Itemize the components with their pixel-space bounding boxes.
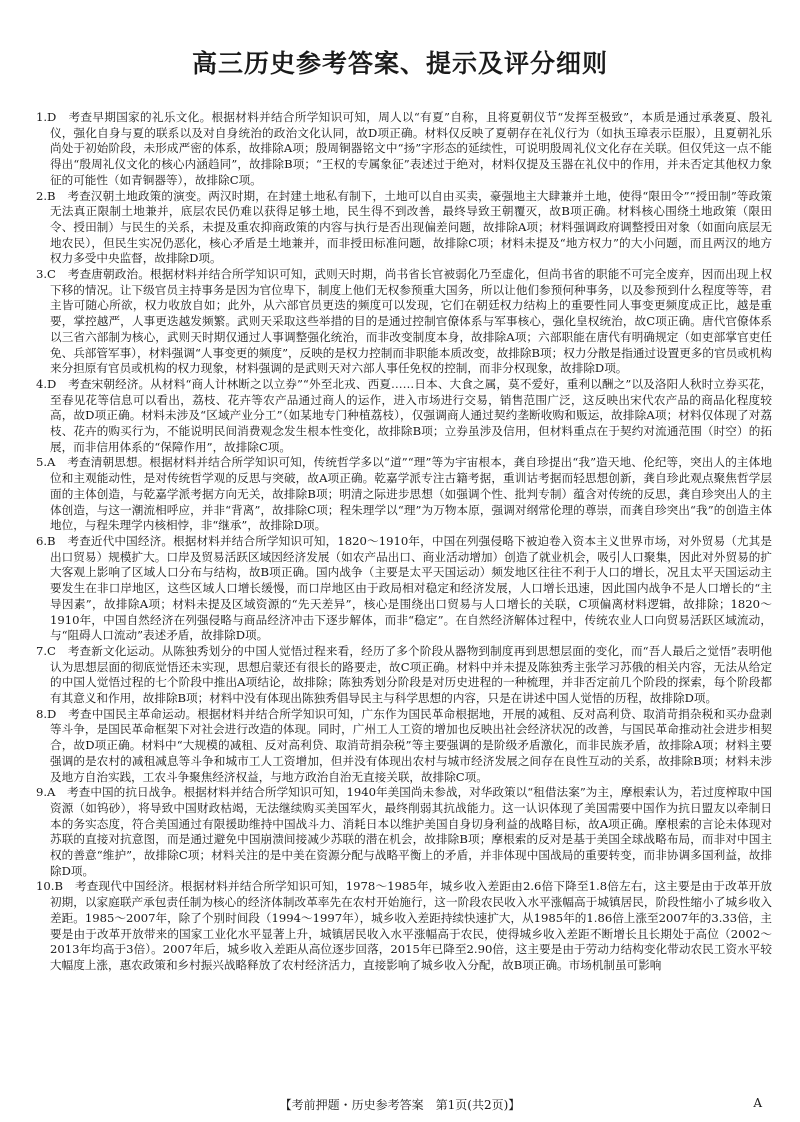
answer-text: 考查新文化运动。从陈独秀划分的中国人觉悟过程来看，经历了多个阶段从器物到制度再到思想层面的变化，而“吾人最后之觉悟”表明他认为思想层面的彻底觉悟还未实现，思想启蒙还有很长的路要走，故C项正确。材料中并未提及陈独秀主张学习苏俄的相关内容，无法从给定的中国人觉悟过程的七个阶段中推出A项结论，故排除；陈独秀划分阶段是对历史进程的一种梳理，并非否定前几个阶段的探索，每个阶段都有其意义和作用，故排除B项；材料中没有体现出陈独秀倡导民主与科学思想的内容，只是在讲述中国人觉悟的历程，故排除D项。 — [50, 643, 772, 706]
answer-text: 考查清朝思想。根据材料并结合所学知识可知，传统哲学多以“道”“理”等为宇宙根本，龚自珍提出“我”造天地、伦纪等，突出人的主体地位和主观能动性，是对传统哲学观的反思与突破，故A项正确。乾嘉学派专注古籍考据，重训诂考据而轻思想创新，龚自珍此观点聚焦哲学层面的主体创造，与乾嘉学派考据方向无关，故排除B项；明清之际进步思想（如强调个性、批判专制）蕴含对传统的反思，龚自珍突出人的主体创造，与这一潮流相呼应，并非“背离”，故排除C项；程朱理学以“理”为万物本原，强调对纲常伦理的尊崇，而龚自珍突出“我”的创造主体地位，与程朱理学内核相悖，非“继承”，故排除D项。 — [50, 455, 772, 533]
answer-item-5 — [36, 455, 772, 534]
answer-item-3 — [36, 267, 772, 377]
answer-number: 4.D — [36, 376, 57, 391]
page-footer — [0, 1096, 800, 1112]
answer-item-4 — [36, 377, 772, 456]
answer-text: 考查中国的抗日战争。根据材料并结合所学知识可知，1940年美国尚未参战，对华政策以“租借法案”为主，摩根索认为，若过度榨取中国资源（如钨砂），将导致中国财政枯竭，无法继续购买美国军火，最终削弱其抗战能力。这一认识体现了美国需要中国作为抗日盟友以牵制日本的务实态度，符合美国通过有限援助维持中国战斗力、消耗日本以维护美国自身切身利益的战略目标，故A项正确。摩根索的言论未体现对苏联的直接对抗意图，而是通过避免中国崩溃间接减少苏联的潜在机会，故排除B项；摩根索的反对是基于美国全球战略布局，而非对中国主权的善意“维护”，故排除C项；材料关注的是中美在资源分配与战略平衡上的矛盾，并非体现中国战局的重要转变，而非协调多国利益，故排除D项。 — [50, 785, 772, 878]
answer-number: 2.B — [36, 188, 56, 203]
footer-version-mark: A — [753, 1096, 762, 1110]
answer-number: 3.C — [36, 267, 56, 282]
answer-number: 9.A — [36, 785, 56, 800]
footer-page-label: 【考前押题・历史参考答案 第1页(共2页)】 — [279, 1098, 521, 1112]
answer-item-9 — [36, 785, 772, 879]
page-title: 高三历史参考答案、提示及评分细则 — [191, 49, 608, 78]
answer-text: 考查早期国家的礼乐文化。根据材料并结合所学知识可知，周人以“有夏”自称，且将夏朝仪节“发挥至极致”，本质是通过承袭夏、殷礼仪，强化自身与夏的联系以及对自身统治的政治文化认同，故D项正确。材料仅反映了夏朝存在礼仪行为（如执玉璋表示臣服），且夏朝礼乐尚处于初始阶段，未形成严密的体系，故排除A项；殷周铜器铭文中“扬”字形态的延续性，可说明殷周礼仪文化存在关联。但仅凭这一点不能得出“殷周礼仪文化的核心内涵趋同”，故排除B项；“王权的专属象征”表述过于绝对，材料仅提及玉器在礼仪中的作用，并未否定其他权力象征的可能性（如青铜器等），故排除C项。 — [50, 110, 772, 187]
answer-number: 6.B — [36, 533, 56, 548]
answer-item-2 — [36, 189, 772, 268]
answer-number: 8.D — [36, 706, 57, 721]
answer-item-10 — [36, 879, 772, 973]
answer-number: 10.B — [36, 879, 63, 894]
answer-text: 考查近代中国经济。根据材料并结合所学知识可知，1820～1910年，中国在列强侵略下被迫卷入资本主义世界市场，对外贸易（尤其是出口贸易）规模扩大。口岸及贸易活跃区域因经济发展（如农产品出口、商业活动增加）创造了就业机会，吸引人口聚集，因此对外贸易的扩大客观上影响了区域人口分布与结构，故B项正确。国内战争（主要是太平天国运动）频发地区往往不利于人口的增长，况且太平天国运动主要发生在非口岸地区，这些区域人口增长缓慢，而口岸地区由于政局相对稳定和经济发展，人口增长迅速，因此国内战争不是人口增长的“主导因素”，故排除A项；材料未提及区域资源的“先天差异”，核心是围绕出口贸易与人口增长的关联，C项偏离材料逻辑，故排除；1820～1910年，中国自然经济在列强侵略与商品经济冲击下逐步解体，而非“稳定”。在自然经济解体过程中，传统农业人口向贸易活跃区域流动，与“阻碍人口流动”表述矛盾，故排除D项。 — [50, 533, 772, 643]
answer-item-8 — [36, 707, 772, 786]
answer-number: 7.C — [36, 643, 56, 658]
answer-text: 考查宋朝经济。从材料“商人计林断之以立券”“外至北戎、西夏……日本、大食之属，莫不爱好，重利以酬之”以及洛阳人秋时立券买花，至春见花等信息可以看出，荔枝、花卉等农产品通过商人的运作，进入市场进行交易，销售范围广泛，这反映出宋代农产品的商品化程度较高，故D项正确。材料未涉及“区域产业分工”（如某地专门种植荔枝），仅强调商人通过契约垄断收购和贩运，故排除A项；材料仅体现了对荔枝、花卉的购买行为，不能说明民间消费观念发生根本性变化，故排除B项；立券虽涉及信用，但材料重点在于契约对流通范围（时空）的拓展，而非信用体系的“保障作用”，故排除C项。 — [50, 376, 772, 454]
answer-item-7 — [36, 644, 772, 707]
answer-item-6 — [36, 534, 772, 644]
answer-list — [36, 110, 772, 1085]
answer-text: 考查汉朝土地政策的演变。两汉时期，在封建土地私有制下，土地可以自由买卖，豪强地主大肆兼并土地，使得“限田令”“授田制”等政策无法真正限制土地兼并，底层农民仍难以获得足够土地，民生得不到改善，最终导致王朝覆灭，故B项正确。材料核心围绕土地政策（限田令、授田制）与民生的关系，未提及重农抑商政策的内容与执行是否出现偏差问题，故排除A项；材料强调政府调整授田对象（如面向底层无地农民），但民生实况仍恶化，核心矛盾是土地兼并，而非授田标准问题，故排除C项；材料未提及“地方权力”的大小问题，而且两汉的地方权力多受中央监督，故排除D项。 — [50, 188, 772, 266]
answer-text: 考查唐朝政治。根据材料并结合所学知识可知，武则天时期，尚书省长官被弱化乃至虚化，但尚书省的职能不可完全废弃，因而出现上权下移的情况。让下级官员主持事务是因为官位卑下，制度上他们无权参预重大国务，所以让他们参预何种事务，以及参预到什么程度等等，君主皆可随心所欲，权力收放自如；此外，从六部官员更迭的频度可以发现，它们在朝廷权力结构上的重要性同人事变更频度成正比，越是重要，掌控越严，人事更迭越发频繁。武则天采取这些举措的目的是通过控制官僚体系与军事核心，强化皇权统治，故C项正确。唐代官僚体系以三省六部制为核心，武则天时期仅通过人事调整强化统治，而非改变制度本身，故排除A项；六部职能在唐代有明确规定（如吏部掌官吏任免、兵部管军事），材料强调“人事变更的频度”，反映的是权力控制而非职能本质改变，故排除B项；权力分散是指通过设置更多的官员或机构来分担原有官员或机构的权力现象，材料强调的是武则天对六部人事任免权的控制，而非分权现象，故排除D项。 — [50, 267, 772, 376]
answer-item-1 — [36, 110, 772, 189]
answer-number: 1.D — [36, 110, 57, 124]
answer-text: 考查现代中国经济。根据材料并结合所学知识可知，1978～1985年，城乡收入差距由2.6倍下降至1.8倍左右，这主要是由于改革开放初期，以家庭联产承包责任制为核心的经济体制改革率先在农村开始施行，这一阶段农民收入水平涨幅高于城镇居民，阶段性缩小了城乡收入差距。1985～2007年，除了个别时间段（1994～1997年），城乡收入差距持续快速扩大，从1985年的1.86倍上涨至2007年的3.33倍，主要是由于改革开放带来的国家工业化水平显著上升，城镇居民收入水平涨幅高于农民，使得城乡收入差距不断增长且长期处于高位（2002～2013年均高于3倍）。2007年后，城乡收入差距从高位逐步回落，2015年已降至2.90倍，这主要是由于劳动力结构变化带动农民工资水平较大幅度上涨，惠农政策和乡村振兴战略释放了农村经济活力，直接影响了城乡收入分配，故B项正确。市场机制虽可影响 — [50, 879, 772, 972]
answer-number: 5.A — [36, 455, 56, 470]
answer-text: 考查中国民主革命运动。根据材料并结合所学知识可知，广东作为国民革命根据地，开展的减租、反对高利贷、取消苛捐杂税和买办盘剥等斗争，是国民革命框架下对社会进行改造的体现。同时，广州工人工资的增加也反映出社会经济状况的改善，与国民革命推动社会进步相契合，故D项正确。材料中“大规模的减租、反对高利贷、取消苛捐杂税”等主要强调的是阶级矛盾激化，而非民族矛盾，故排除A项；材料主要强调的是农村的减租减息等斗争和城市工人工资增加，但并没有体现出农村与城市经济发展之间存在良性互动的关系，故排除B项；材料未涉及地方自治实践，工农斗争聚焦经济权益，与地方政治自治无直接关联，故排除C项。 — [50, 706, 772, 784]
